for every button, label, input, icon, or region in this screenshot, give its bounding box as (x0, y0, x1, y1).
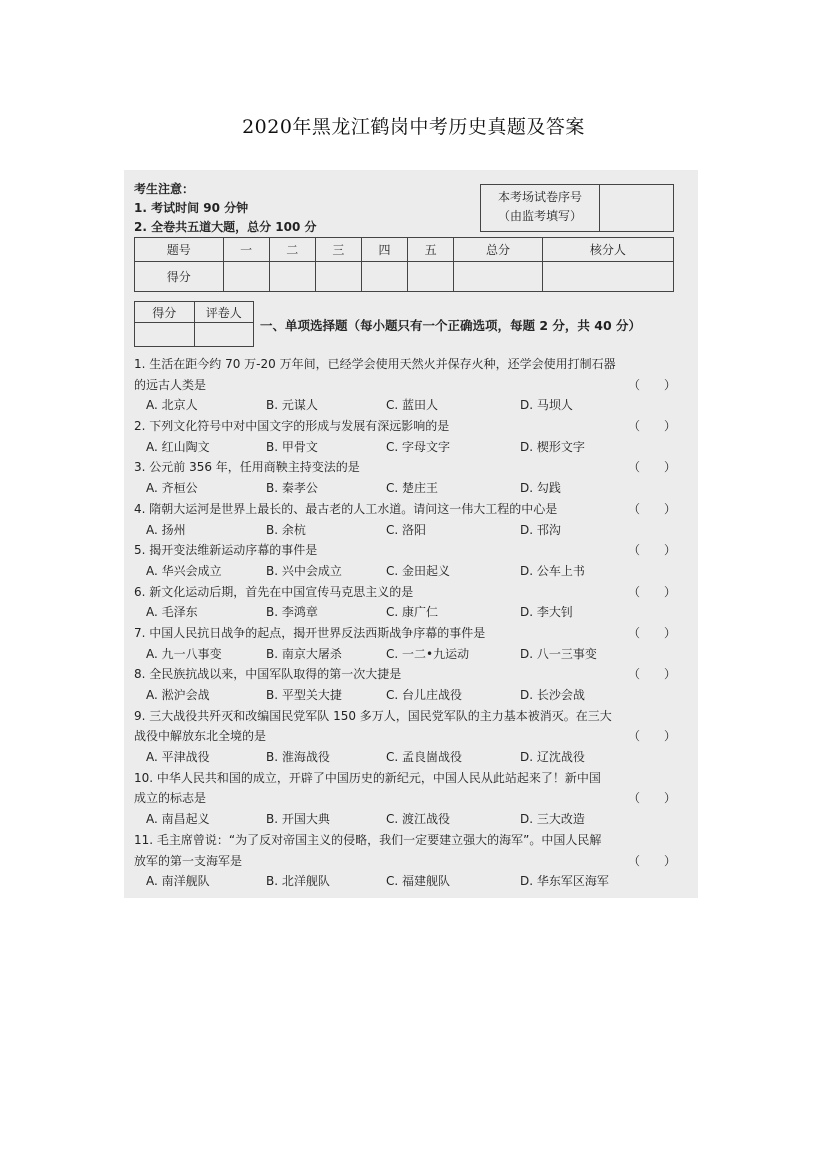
option-c: C. 字母文字 (386, 439, 451, 454)
question-text-line (134, 354, 676, 375)
option-row (134, 478, 676, 499)
answer-blank: （ ） (627, 584, 676, 599)
option-row (134, 644, 676, 665)
option-b: B. 淮海战役 (266, 750, 330, 765)
question-item (134, 830, 676, 892)
option-c: C. 蓝田人 (386, 398, 439, 413)
question-item (134, 540, 676, 581)
option-b: B. 元谋人 (266, 398, 318, 413)
question-text-line (134, 375, 676, 396)
score-header-cell: 一 (223, 238, 269, 262)
option-a: A. 扬州 (146, 522, 186, 537)
question-text: 5. 揭开变法维新运动序幕的事件是 (134, 543, 318, 558)
option-b: B. 甲骨文 (266, 439, 318, 454)
question-item (134, 457, 676, 498)
option-d: D. 李大钊 (520, 605, 573, 620)
question-text: 7. 中国人民抗日战争的起点，揭开世界反法西斯战争序幕的事件是 (134, 625, 486, 640)
option-b: B. 平型关大捷 (266, 688, 342, 702)
section-title: 一、单项选择题（每小题只有一个正确选项，每题 2 分，共 40 分） (260, 318, 642, 333)
score-cell (361, 262, 407, 292)
option-c: C. 楚庄王 (386, 481, 439, 496)
question-text-line (134, 768, 676, 789)
scanned-exam-page (124, 170, 698, 898)
option-a: A. 毛泽东 (146, 605, 198, 620)
option-a: A. 南昌起义 (146, 812, 210, 827)
option-row (134, 685, 676, 706)
answer-blank: （ ） (627, 377, 676, 392)
answer-blank: （ ） (627, 667, 676, 682)
answer-blank: （ ） (627, 460, 676, 475)
answer-blank: （ ） (627, 543, 676, 558)
option-d: D. 马坝人 (520, 398, 573, 413)
option-c: C. 康广仁 (386, 605, 439, 620)
seat-number-field (600, 185, 673, 231)
option-d: D. 长沙会战 (520, 688, 585, 702)
score-header-cell: 题号 (135, 238, 224, 262)
question-text: 成立的标志是 (134, 791, 207, 806)
grader-score-header: 得分 (135, 302, 195, 323)
option-d: D. 邗沟 (520, 522, 561, 537)
question-text-line (134, 416, 676, 437)
seat-number-box (480, 184, 674, 232)
answer-blank: （ ） (627, 853, 676, 868)
question-text: 8. 全民族抗战以来，中国军队取得的第一次大捷是 (134, 667, 402, 682)
answer-blank: （ ） (627, 791, 676, 806)
option-b: B. 李鸿章 (266, 605, 318, 620)
option-a: A. 平津战役 (146, 750, 210, 765)
question-text: 4. 隋朝大运河是世界上最长的、最古老的人工水道。请问这一伟大工程的中心是 (134, 501, 558, 516)
score-value-row (135, 262, 674, 292)
question-item (134, 664, 676, 705)
option-a: A. 九一八事变 (146, 646, 222, 661)
question-text-line (134, 540, 676, 561)
option-a: A. 华兴会成立 (146, 563, 222, 578)
question-text: 1. 生活在距今约 70 万-20 万年间，已经学会使用天然火并保存火种，还学会使用打制石器 (134, 357, 616, 371)
option-a: A. 淞沪会战 (146, 688, 210, 702)
option-row (134, 395, 676, 416)
candidate-notes (134, 180, 317, 237)
seat-label-line1: 本考场试卷序号 (497, 190, 582, 204)
question-text-line (134, 726, 676, 747)
seat-number-label (481, 185, 600, 231)
answer-blank: （ ） (627, 729, 676, 744)
question-text-line (134, 623, 676, 644)
option-b: B. 兴中会成立 (266, 563, 342, 578)
score-header-cell: 核分人 (542, 238, 673, 262)
score-header-row (135, 238, 674, 262)
option-a: A. 南洋舰队 (146, 874, 210, 889)
score-cell (454, 262, 543, 292)
score-table (134, 237, 674, 292)
seat-label-line2: （由监考填写） (497, 209, 582, 223)
option-c: C. 一二•九运动 (386, 646, 470, 661)
score-cell (223, 262, 269, 292)
score-cell (542, 262, 673, 292)
option-b: B. 开国大典 (266, 812, 330, 827)
score-cell (408, 262, 454, 292)
option-row (134, 520, 676, 541)
score-header-cell: 三 (315, 238, 361, 262)
option-c: C. 洛阳 (386, 522, 427, 537)
grader-table (134, 301, 254, 347)
score-cell (269, 262, 315, 292)
answer-blank: （ ） (627, 625, 676, 640)
option-a: A. 红山陶文 (146, 439, 210, 454)
option-c: C. 福建舰队 (386, 874, 451, 889)
question-item (134, 706, 676, 768)
option-row (134, 602, 676, 623)
score-header-cell: 二 (269, 238, 315, 262)
score-row-label: 得分 (135, 262, 224, 292)
question-text: 6. 新文化运动后期，首先在中国宣传马克思主义的是 (134, 584, 414, 599)
question-text-line (134, 851, 676, 872)
notes-item: 1. 考试时间 90 分钟 (134, 201, 249, 215)
answer-blank: （ ） (627, 419, 676, 434)
question-text: 10. 中华人民共和国的成立，开辟了中国历史的新纪元，中国人民从此站起来了！新中国 (134, 770, 601, 785)
option-c: C. 渡江战役 (386, 812, 451, 827)
option-b: B. 秦孝公 (266, 481, 318, 496)
document-title: 2020年黑龙江鹤岗中考历史真题及答案 (242, 116, 585, 138)
option-row (134, 561, 676, 582)
question-item (134, 354, 676, 416)
score-header-cell: 四 (361, 238, 407, 262)
score-header-cell: 总分 (454, 238, 543, 262)
question-item (134, 582, 676, 623)
option-c: C. 金田起义 (386, 563, 451, 578)
question-text: 2. 下列文化符号中对中国文字的形成与发展有深远影响的是 (134, 419, 450, 434)
option-d: D. 华东军区海军 (520, 874, 609, 889)
question-list (134, 354, 676, 892)
question-text-line (134, 664, 676, 685)
notes-item: 2. 全卷共五道大题，总分 100 分 (134, 220, 317, 234)
option-d: D. 公车上书 (520, 563, 585, 578)
option-c: C. 孟良崮战役 (386, 750, 463, 765)
question-text-line (134, 830, 676, 851)
notes-heading: 考生注意： (134, 182, 195, 196)
grader-name-cell (194, 323, 254, 347)
question-text: 放军的第一支海军是 (134, 853, 243, 868)
question-text-line (134, 706, 676, 727)
question-text: 的远古人类是 (134, 377, 207, 392)
question-text-line (134, 788, 676, 809)
option-b: B. 北洋舰队 (266, 874, 330, 889)
option-d: D. 勾践 (520, 481, 561, 496)
option-a: A. 北京人 (146, 398, 198, 413)
grader-name-header: 评卷人 (194, 302, 254, 323)
option-row (134, 747, 676, 768)
option-row (134, 871, 676, 892)
question-text: 战役中解放东北全境的是 (134, 729, 267, 744)
question-text-line (134, 582, 676, 603)
question-text: 9. 三大战役共歼灭和改编国民党军队 150 多万人，国民党军队的主力基本被消灭。在三大 (134, 708, 612, 723)
question-text: 11. 毛主席曾说：“为了反对帝国主义的侵略，我们一定要建立强大的海军”。中国人民解 (134, 832, 602, 847)
question-text: 3. 公元前 356 年，任用商鞅主持变法的是 (134, 460, 360, 475)
option-row (134, 809, 676, 830)
question-text-line (134, 457, 676, 478)
question-text-line (134, 499, 676, 520)
question-item (134, 768, 676, 830)
option-row (134, 437, 676, 458)
option-b: B. 南京大屠杀 (266, 646, 342, 661)
option-a: A. 齐桓公 (146, 481, 198, 496)
question-item (134, 416, 676, 457)
score-header-cell: 五 (408, 238, 454, 262)
option-d: D. 楔形文字 (520, 439, 585, 454)
option-d: D. 八一三事变 (520, 646, 597, 661)
question-item (134, 623, 676, 664)
score-cell (315, 262, 361, 292)
answer-blank: （ ） (627, 501, 676, 516)
question-item (134, 499, 676, 540)
option-c: C. 台儿庄战役 (386, 688, 463, 702)
option-b: B. 余杭 (266, 522, 306, 537)
grader-score-cell (135, 323, 195, 347)
option-d: D. 三大改造 (520, 812, 585, 827)
option-d: D. 辽沈战役 (520, 750, 585, 765)
